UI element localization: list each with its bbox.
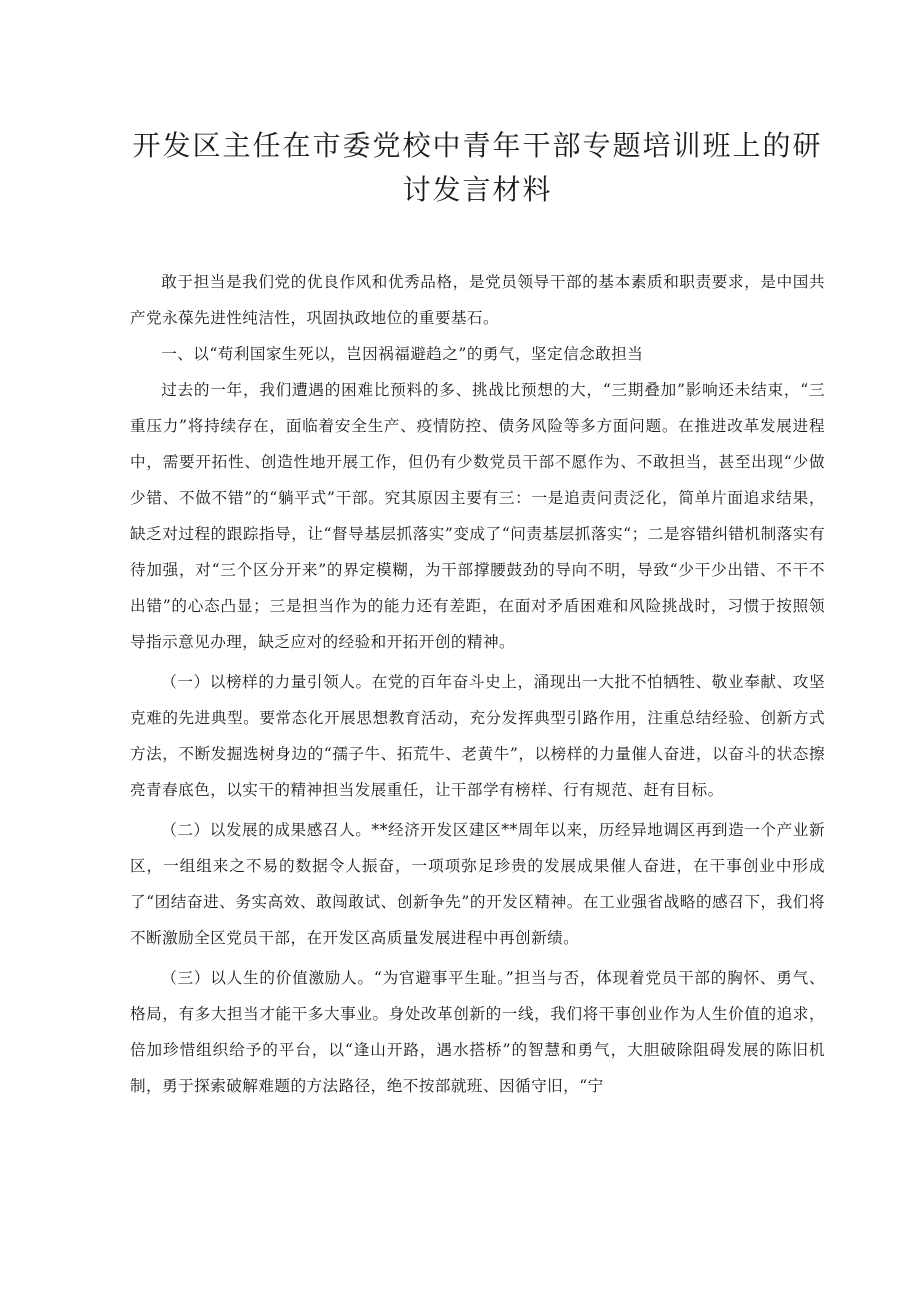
paragraph-intro: 敢于担当是我们党的优良作风和优秀品格，是党员领导干部的基本素质和职责要求，是中国共产党永葆先进性纯洁性，巩固执政地位的重要基石。 (130, 273, 825, 327)
paragraph-sub-3: （三）以人生的价值激励人。“为官避事平生耻。”担当与否，体现着党员干部的胸怀、勇气、格局，有多大担当才能干多大事业。身处改革创新的一线，我们将干事创业作为人生价值的追求，倍加珍惜组织给予的平台，以“逢山开路，遇水搭桥”的智慧和勇气，大胆破除阻碍发展的陈旧机制，勇于探索破解难题的方法路径，绝不按部就班、因循守旧，“宁 (130, 969, 825, 1095)
paragraph-sub-2: （二）以发展的成果感召人。**经济开发区建区**周年以来，历经异地调区再到造一个产业新区，一组组来之不易的数据令人振奋，一项项弥足珍贵的发展成果催人奋进，在干事创业中形成了“团结奋进、务实高效、敢闯敢试、创新争先”的开发区精神。在工业强省战略的感召下，我们将不断激励全区党员干部，在开发区高质量发展进程中再创新绩。 (130, 821, 825, 947)
document-title: 开发区主任在市委党校中青年干部专题培训班上的研讨发言材料 (132, 129, 823, 206)
paragraph-sub-1: （一）以榜样的力量引领人。在党的百年奋斗史上，涌现出一大批不怕牺牲、敬业奉献、攻坚克难的先进典型。要常态化开展思想教育活动，充分发挥典型引路作用，注重总结经验、创新方式方法，不断发掘选树身边的“孺子牛、拓荒牛、老黄牛”，以榜样的力量催人奋进，以奋斗的状态擦亮青春底色，以实干的精神担当发展重任，让干部学有榜样、行有规范、赶有目标。 (130, 673, 825, 799)
section-heading-1: 一、以“苟利国家生死以，岂因祸福避趋之”的勇气，坚定信念敢担当 (161, 345, 644, 363)
paragraph-past-year: 过去的一年，我们遭遇的困难比预料的多、挑战比预想的大，“三期叠加”影响还未结束，“三重压力”将持续存在，面临着安全生产、疫情防控、债务风险等多方面问题。在推进改革发展进程中，需要开拓性、创造性地开展工作，但仍有少数党员干部不愿作为、不敢担当，甚至出现“少做少错、不做不错”的“躺平式”干部。究其原因主要有三：一是追责问责泛化，简单片面追求结果，缺乏对过程的跟踪指导，让“督导基层抓落实”变成了“问责基层抓落实“；二是容错纠错机制落实有待加强，对“三个区分开来”的界定模糊，为干部撑腰鼓劲的导向不明，导致“少干少出错、不干不出错”的心态凸显；三是担当作为的能力还有差距，在面对矛盾困难和风险挑战时，习惯于按照领导指示意见办理，缺乏应对的经验和开拓开创的精神。 (130, 381, 825, 651)
document-body (130, 264, 825, 1104)
